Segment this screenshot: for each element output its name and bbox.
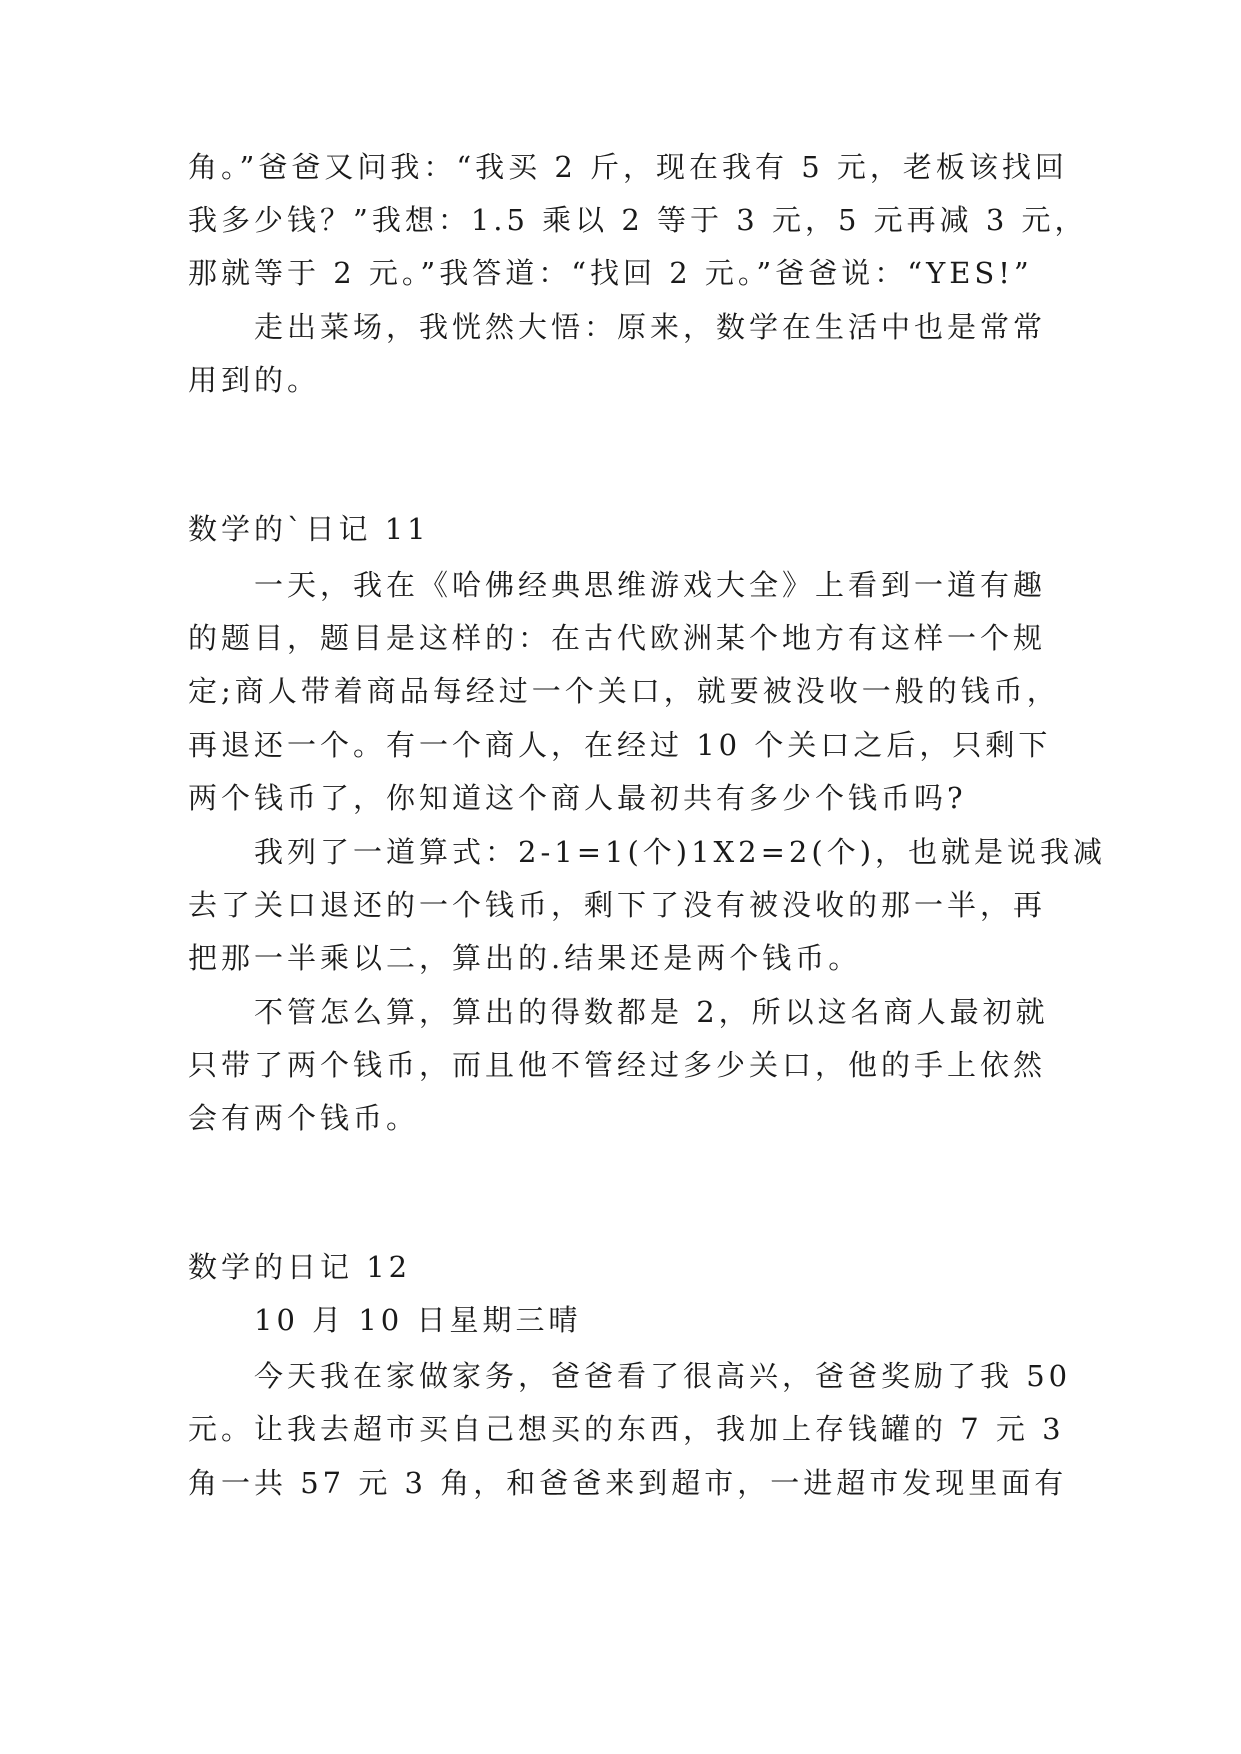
text-line: 再退还一个。有一个商人，在经过 10 个关口之后，只剩下 <box>188 728 1052 762</box>
text-line: 走出菜场，我恍然大悟：原来，数学在生活中也是常常 <box>254 310 1047 344</box>
text-line: 把那一半乘以二，算出的.结果还是两个钱币。 <box>188 941 862 975</box>
text-line: 会有两个钱币。 <box>188 1101 420 1135</box>
text-line: 不管怎么算，算出的得数都是 2，所以这名商人最初就 <box>254 995 1049 1029</box>
text-line: 我列了一道算式：2-1=1(个)1X2=2(个)，也就是说我减 <box>254 835 1107 869</box>
text-line: 两个钱币了，你知道这个商人最初共有多少个钱币吗? <box>188 781 967 815</box>
text-line: 角。”爸爸又问我：“我买 2 斤，现在我有 5 元，老板该找回 <box>188 150 1068 184</box>
text-line: 今天我在家做家务，爸爸看了很高兴，爸爸奖励了我 50 <box>254 1359 1072 1393</box>
section-heading: 数学的日记 12 <box>188 1250 412 1284</box>
text-line: 定;商人带着商品每经过一个关口，就要被没收一般的钱币， <box>188 674 1060 708</box>
section-heading: 数学的`日记 11 <box>188 512 430 546</box>
text-line: 用到的。 <box>188 363 321 397</box>
text-line: 的题目，题目是这样的：在古代欧洲某个地方有这样一个规 <box>188 621 1047 655</box>
text-line: 去了关口退还的一个钱币，剩下了没有被没收的那一半，再 <box>188 888 1047 922</box>
text-line: 那就等于 2 元。”我答道：“找回 2 元。”爸爸说：“YES!” <box>188 256 1033 290</box>
text-line: 元。让我去超市买自己想买的东西，我加上存钱罐的 7 元 3 <box>188 1412 1065 1446</box>
text-line: 一天，我在《哈佛经典思维游戏大全》上看到一道有趣 <box>254 568 1047 602</box>
text-line: 我多少钱？”我想：1.5 乘以 2 等于 3 元，5 元再减 3 元， <box>188 203 1088 237</box>
date-line: 10 月 10 日星期三晴 <box>254 1303 582 1337</box>
text-line: 角一共 57 元 3 角，和爸爸来到超市，一进超市发现里面有 <box>188 1466 1068 1500</box>
text-line: 只带了两个钱币，而且他不管经过多少关口，他的手上依然 <box>188 1048 1047 1082</box>
